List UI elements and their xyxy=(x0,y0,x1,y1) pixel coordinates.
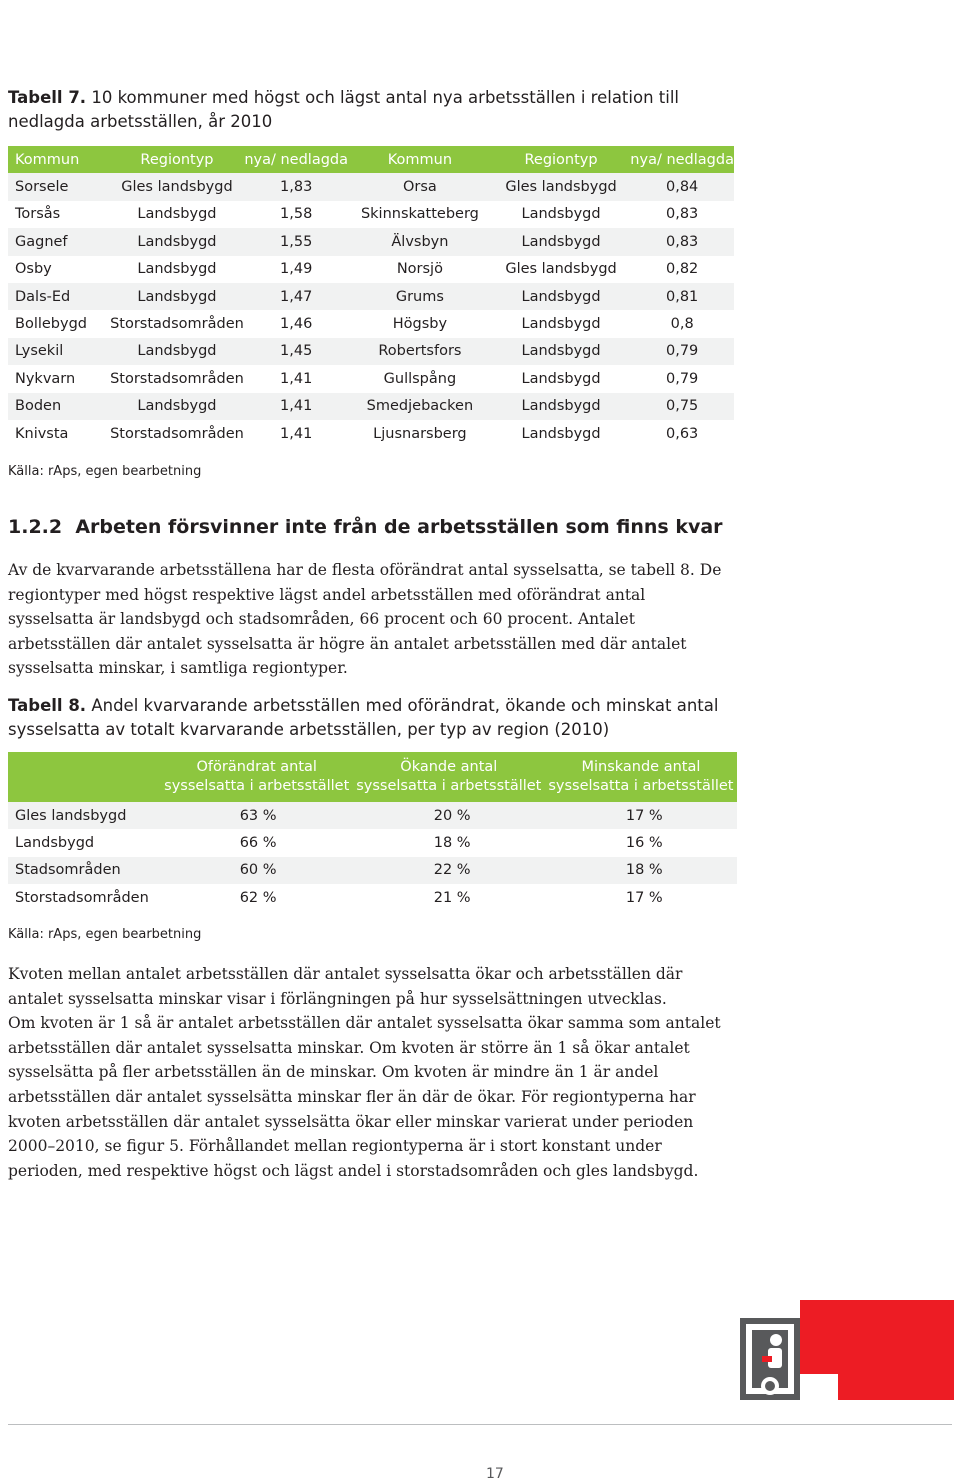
table-cell: Stadsområden xyxy=(8,857,161,884)
table-cell: 66 % xyxy=(161,829,353,856)
table7-col-header: Regiontyp xyxy=(492,146,630,173)
body-paragraph: Kvoten mellan antalet arbetsställen där antalet sysselsatta ökar och arbetsställen där antalet sysselsatta minskar visar i förlängningen på hur sysselsättningen utvecklas. xyxy=(8,965,683,1008)
table-cell: 1,41 xyxy=(244,393,348,420)
table-cell: Landsbygd xyxy=(110,338,245,365)
table-cell: 1,55 xyxy=(244,228,348,255)
table-cell: Landsbygd xyxy=(492,283,630,310)
table-cell: Nykvarn xyxy=(8,365,110,392)
table-cell: Högsby xyxy=(348,310,492,337)
table-cell: 22 % xyxy=(353,857,545,884)
table-cell: Gles landsbygd xyxy=(8,802,161,829)
table8-header-row xyxy=(8,752,737,802)
table8-col-header-line: Ökande antal xyxy=(400,759,498,775)
section-heading xyxy=(8,516,723,538)
table-cell: Gles landsbygd xyxy=(110,173,245,200)
section-body xyxy=(8,558,733,681)
table-cell: 21 % xyxy=(353,884,545,911)
table-cell: Landsbygd xyxy=(492,365,630,392)
section-title: Arbeten försvinner inte från de arbetsställen som finns kvar xyxy=(75,516,723,538)
table-cell: 60 % xyxy=(161,857,353,884)
table-cell: Storstadsområden xyxy=(110,365,245,392)
table8-col-header xyxy=(161,752,353,802)
table8-col-header-line: Minskande antal xyxy=(581,759,701,775)
table-cell: Landsbygd xyxy=(8,829,161,856)
table-row xyxy=(8,393,734,420)
table8-caption xyxy=(8,694,748,742)
table-cell: Gles landsbygd xyxy=(492,173,630,200)
table-cell: 1,47 xyxy=(244,283,348,310)
table-cell: 0,75 xyxy=(630,393,734,420)
table-row xyxy=(8,173,734,200)
table-cell: 0,81 xyxy=(630,283,734,310)
table-cell: 18 % xyxy=(545,857,737,884)
table-cell: 1,41 xyxy=(244,420,348,447)
table-row xyxy=(8,857,737,884)
table-cell: 1,41 xyxy=(244,365,348,392)
table-cell: 0,79 xyxy=(630,338,734,365)
table7 xyxy=(8,146,734,447)
table8-col-header xyxy=(353,752,545,802)
table8-col-header-line: sysselsatta i arbetsstället xyxy=(548,778,734,794)
table-cell: Landsbygd xyxy=(110,201,245,228)
table8-col-header-line: Oförändrat antal xyxy=(196,759,317,775)
table-cell: 1,45 xyxy=(244,338,348,365)
table-cell: 20 % xyxy=(353,802,545,829)
table8-label: Tabell 8. xyxy=(8,696,87,715)
table-cell: Landsbygd xyxy=(492,393,630,420)
footer-divider xyxy=(8,1424,952,1425)
table-cell: Torsås xyxy=(8,201,110,228)
table-row xyxy=(8,256,734,283)
table-cell: 0,63 xyxy=(630,420,734,447)
table-cell: Ljusnarsberg xyxy=(348,420,492,447)
table-cell: Lysekil xyxy=(8,338,110,365)
table8-col-header-line: sysselsatta i arbetsstället xyxy=(356,778,542,794)
table-cell: Skinnskatteberg xyxy=(348,201,492,228)
table-row xyxy=(8,201,734,228)
table-cell: Landsbygd xyxy=(492,201,630,228)
table-cell: 16 % xyxy=(545,829,737,856)
table8-corner-cell xyxy=(8,752,161,802)
table-cell: 17 % xyxy=(545,884,737,911)
truck-logo-icon xyxy=(740,1300,954,1400)
table-cell: Boden xyxy=(8,393,110,420)
table-cell: 1,58 xyxy=(244,201,348,228)
closing-body xyxy=(8,962,733,1183)
table-cell: 1,46 xyxy=(244,310,348,337)
table-cell: Bollebygd xyxy=(8,310,110,337)
table-cell: 0,84 xyxy=(630,173,734,200)
table7-col-header: Kommun xyxy=(8,146,110,173)
section-number: 1.2.2 xyxy=(8,516,63,538)
table-row xyxy=(8,420,734,447)
table-cell: Storstadsområden xyxy=(8,884,161,911)
table7-col-header: nya/ nedlagda xyxy=(244,146,348,173)
table-cell: Norsjö xyxy=(348,256,492,283)
table-cell: 17 % xyxy=(545,802,737,829)
table-cell: 63 % xyxy=(161,802,353,829)
table7-caption xyxy=(8,86,748,134)
table7-label: Tabell 7. xyxy=(8,88,87,107)
table-cell: Smedjebacken xyxy=(348,393,492,420)
table7-source: Källa: rAps, egen bearbetning xyxy=(8,464,202,479)
body-paragraph: Av de kvarvarande arbetsställena har de flesta oförändrat antal sysselsatta, se tabell 8. De regiontyper med högst respektive lägst andel arbetsställen med oförändrat antal sysselsatta är landsbygd och stadsområden, 66 procent och 60 procent. Antalet arbetsställen där antalet sysselsatta är högre än antalet arbetsställen med där antalet sysselsatta minskar, i samtliga regiontyper. xyxy=(8,561,722,678)
table-cell: Gullspång xyxy=(348,365,492,392)
table8-source: Källa: rAps, egen bearbetning xyxy=(8,927,202,942)
table-cell: 0,83 xyxy=(630,201,734,228)
table-cell: Gles landsbygd xyxy=(492,256,630,283)
table-cell: Landsbygd xyxy=(110,393,245,420)
table-cell: Orsa xyxy=(348,173,492,200)
table-row xyxy=(8,365,734,392)
table-cell: Robertsfors xyxy=(348,338,492,365)
table-row xyxy=(8,338,734,365)
table-cell: Landsbygd xyxy=(110,283,245,310)
body-paragraph: Om kvoten är 1 så är antalet arbetsställen där antalet sysselsatta ökar samma som antalet arbetsställen där antalet sysselsatta minskar. Om kvoten är större än 1 så ökar antalet sysselsätta på fler arbetsställen än de minskar. Om kvoten är mindre än 1 är andel arbetsställen där antalet sysselsätta minskar fler än där de ökar. För regiontyperna har kvoten arbetsställen där antalet sysselsätta ökar eller minskar varierat under perioden 2000–2010, se figur 5. Förhållandet mellan regiontyperna är i stort konstant under perioden, med respektive högst och lägst andel i storstadsområden och gles landsbygd. xyxy=(8,1014,721,1180)
table-cell: 0,83 xyxy=(630,228,734,255)
table-cell: 18 % xyxy=(353,829,545,856)
table-row xyxy=(8,802,737,829)
table-cell: Landsbygd xyxy=(492,310,630,337)
table-cell: Landsbygd xyxy=(492,228,630,255)
table-cell: 62 % xyxy=(161,884,353,911)
table-cell: Landsbygd xyxy=(110,228,245,255)
table7-header-row xyxy=(8,146,734,173)
table-cell: Grums xyxy=(348,283,492,310)
table-row xyxy=(8,829,737,856)
table-cell: Landsbygd xyxy=(492,420,630,447)
table-row xyxy=(8,884,737,911)
table-cell: 1,49 xyxy=(244,256,348,283)
table8-col-header xyxy=(545,752,737,802)
page-number: 17 xyxy=(486,1466,504,1482)
table-row xyxy=(8,228,734,255)
table-cell: Sorsele xyxy=(8,173,110,200)
table-cell: Dals-Ed xyxy=(8,283,110,310)
table-cell: Gagnef xyxy=(8,228,110,255)
table-cell: Älvsbyn xyxy=(348,228,492,255)
table-row xyxy=(8,310,734,337)
table-cell: 0,82 xyxy=(630,256,734,283)
table7-caption-text: 10 kommuner med högst och lägst antal nya arbetsställen i relation till nedlagda arbetsställen, år 2010 xyxy=(8,88,680,131)
table7-col-header: Kommun xyxy=(348,146,492,173)
table8 xyxy=(8,752,737,912)
table-cell: Osby xyxy=(8,256,110,283)
table7-col-header: nya/ nedlagda xyxy=(630,146,734,173)
table8-col-header-line: sysselsatta i arbetsstället xyxy=(164,778,350,794)
table-cell: 0,79 xyxy=(630,365,734,392)
table-cell: 0,8 xyxy=(630,310,734,337)
table-row xyxy=(8,283,734,310)
table-cell: 1,83 xyxy=(244,173,348,200)
table-cell: Storstadsområden xyxy=(110,420,245,447)
table8-caption-text: Andel kvarvarande arbetsställen med oförändrat, ökande och minskat antal sysselsatta av totalt kvarvarande arbetsställen, per typ av region (2010) xyxy=(8,696,719,739)
table-cell: Landsbygd xyxy=(110,256,245,283)
table-cell: Landsbygd xyxy=(492,338,630,365)
table-cell: Storstadsområden xyxy=(110,310,245,337)
table-cell: Knivsta xyxy=(8,420,110,447)
table7-col-header: Regiontyp xyxy=(110,146,245,173)
